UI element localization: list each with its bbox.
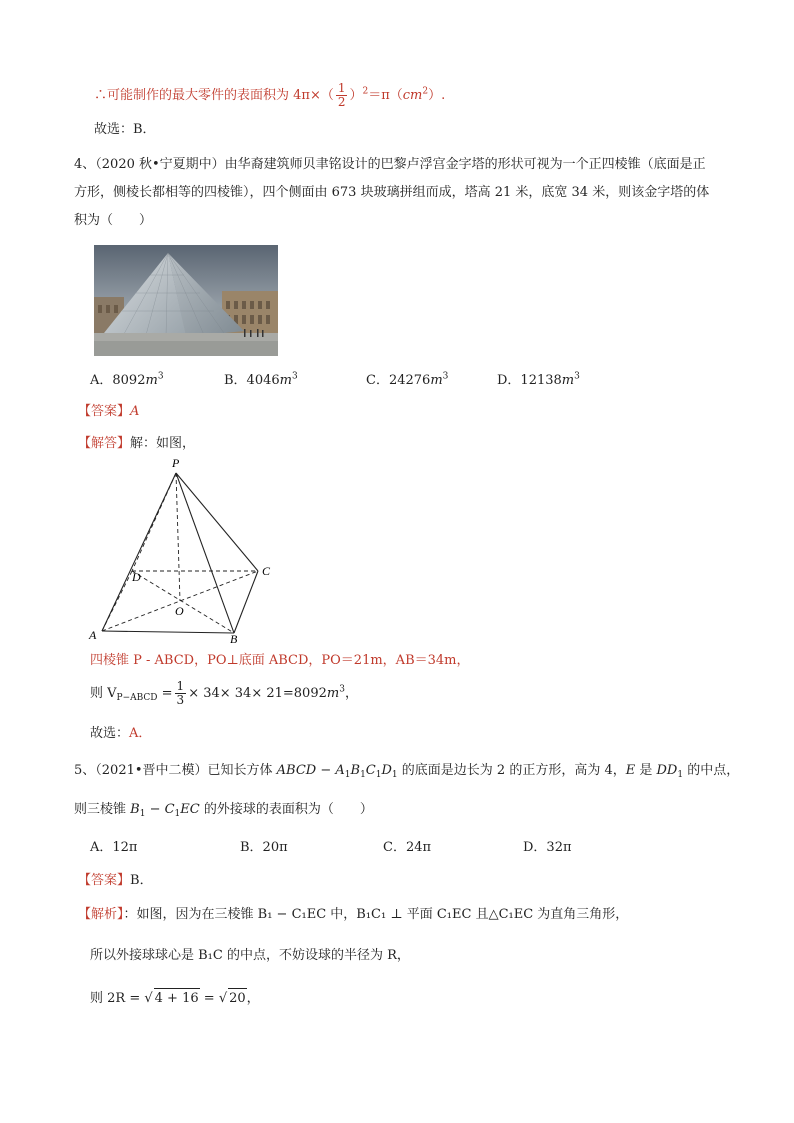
label-b: B: [230, 632, 238, 645]
q4-option-a[interactable]: A．$8092m^3$: [90, 371, 164, 388]
q4-stem-line1: 4、（2020 秋•宁夏期中）由华裔建筑师贝聿铭设计的巴黎卢浮宫金字塔的形状可视为一个正四棱锥（底面是正: [74, 157, 706, 172]
q5-option-a[interactable]: A．12π: [90, 840, 138, 855]
q5-analysis-line1: 【解析】：如图，因为在三棱锥 B₁ − C₁EC 中，B₁C₁ ⊥ 平面 C₁EC 且△C₁EC 为直角三角形，: [78, 907, 629, 922]
label-c: C: [262, 564, 271, 578]
conclusion-line: ∴可能制作的最大零件的表面积为 4π×（ $\frac{1}{2}$ ）$^2=\pi(cm^2)$.: [94, 81, 446, 109]
q5-option-d[interactable]: D．32π: [523, 840, 572, 855]
label-d: D: [132, 570, 141, 584]
q4-stem-line3: 积为（ ）: [74, 213, 153, 228]
label-p: P: [172, 456, 180, 470]
q5-stem-line2: 则三棱锥 $B_1 - C_1EC$ 的外接球的表面积为（ ）: [74, 802, 373, 819]
q5-option-c[interactable]: C．24π: [383, 840, 432, 855]
label-a: A: [89, 628, 97, 642]
q5-answer: 【答案】B．: [78, 873, 153, 888]
pyramid-diagram: [86, 453, 286, 645]
q5-analysis-line2: 所以外接球球心是 B₁C 的中点，不妨设球的半径为 R，: [90, 948, 410, 963]
louvre-pyramid-photo: [94, 245, 278, 356]
q4-solution-line1: 四棱锥 P - ABCD，PO⊥底面 ABCD，PO＝21m，AB＝34m，: [90, 653, 470, 668]
q4-option-c[interactable]: C．$24276m^3$: [366, 371, 449, 388]
q4-option-b[interactable]: B．$4046m^3$: [224, 371, 298, 388]
q4-stem-line2: 方形，侧棱长都相等的四棱锥），四个侧面由 673 块玻璃拼组而成，塔高 21 米，底宽 34 米，则该金字塔的体: [74, 185, 710, 200]
q5-analysis-line3: 则 2R = √ 4 + 16 = √ 20，: [90, 988, 260, 1009]
q4-solution-line2: 则 $V_{P-ABCD}$ = $\frac{1}{3}$ × $34\times 34\times 21=8092m^3$，: [90, 679, 358, 707]
prev-answer-line: 故选：B．: [94, 122, 156, 137]
q4-option-d[interactable]: D．$12138m^3$: [497, 371, 580, 388]
q5-option-b[interactable]: B．20π: [240, 840, 288, 855]
q4-answer-line: 故选：A．: [90, 726, 152, 741]
fraction-one-third: $\frac{1}{3}$: [176, 679, 185, 707]
q5-stem-line1: 5、（2021•晋中二模）已知长方体 ABCD − $A_1B_1C_1D_1$ 的底面是边长为 2 的正方形，高为 4，E 是 $DD_1$ 的中点，: [74, 763, 740, 780]
label-o: O: [175, 604, 184, 618]
fraction-one-half: $\frac{1}{2}$: [337, 81, 346, 109]
q4-solution-intro: 【解答】解：如图，: [78, 436, 196, 451]
q4-answer: 【答案】A: [78, 404, 140, 419]
